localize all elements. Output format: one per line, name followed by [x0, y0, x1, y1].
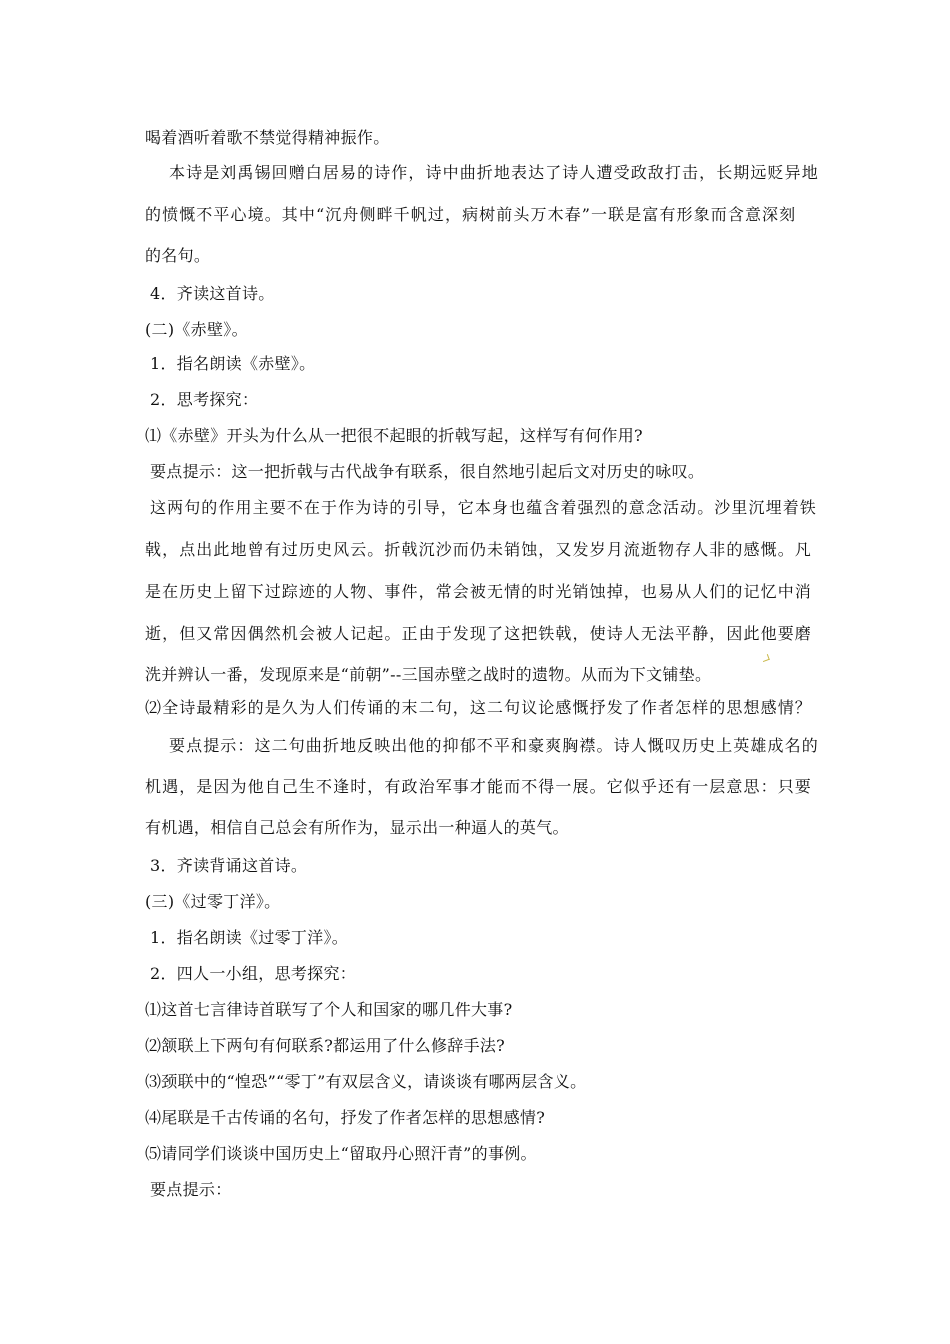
question-line: ⑵全诗最精彩的是久为人们传诵的末二句，这二句议论感慨抒发了作者怎样的思想感情？: [145, 698, 812, 717]
hint-line: 要点提示：这一把折戟与古代战争有联系，很自然地引起后文对历史的咏叹。: [150, 462, 705, 481]
hint-line: 要点提示：这二句曲折地反映出他的抑郁不平和豪爽胸襟。诗人慨叹历史上英雄成名的: [169, 736, 819, 755]
text-line: 这两句的作用主要不在于作为诗的引导，它本身也蕴含着强烈的意念活动。沙里沉埋着铁: [150, 498, 817, 517]
text-line: 的名句。: [145, 246, 211, 265]
text-line: 3．齐读背诵这首诗。: [150, 856, 308, 875]
section-heading: (二)《赤壁》。: [145, 320, 248, 339]
question-line: ⑵颔联上下两句有何联系?都运用了什么修辞手法?: [145, 1036, 506, 1055]
text-line: 有机遇，相信自己总会有所作为，显示出一种逼人的英气。: [145, 818, 569, 837]
section-heading: (三)《过零丁洋》。: [145, 892, 281, 911]
text-line: 2．思考探究：: [150, 390, 259, 409]
question-line: ⑴这首七言律诗首联写了个人和国家的哪几件大事?: [145, 1000, 513, 1019]
text-line: 喝着酒听着歌不禁觉得精神振作。: [145, 128, 390, 147]
text-line: 2．四人一小组，思考探究：: [150, 964, 357, 983]
text-line: 本诗是刘禹锡回赠白居易的诗作，诗中曲折地表达了诗人遭受政敌打击，长期远贬异地: [169, 163, 819, 182]
text-line: 1．指名朗读《过零丁洋》。: [150, 928, 349, 947]
question-line: ⑸请同学们谈谈中国历史上“留取丹心照汗青”的事例。: [145, 1144, 537, 1163]
hint-line: 要点提示：: [150, 1180, 232, 1199]
text-line: 戟，点出此地曾有过历史风云。折戟沉沙而仍未销蚀，又发岁月流逝物存人非的感慨。凡: [145, 540, 812, 559]
question-line: ⑶颈联中的“惶恐”“零丁”有双层含义，请谈谈有哪两层含义。: [145, 1072, 587, 1091]
text-line: 是在历史上留下过踪迹的人物、事件，常会被无情的时光销蚀掉，也易从人们的记忆中消: [145, 582, 812, 601]
question-line: ⑴《赤壁》开头为什么从一把很不起眼的折戟写起，这样写有何作用?: [145, 426, 643, 445]
text-line: 的愤慨不平心境。其中“沉舟侧畔千帆过，病树前头万木春”一联是富有形象而含意深刻: [145, 205, 797, 224]
text-line: 4．齐读这首诗。: [150, 284, 275, 303]
text-line: 洗并辨认一番，发现原来是“前朝”--三国赤壁之战时的遗物。从而为下文铺垫。: [145, 665, 712, 684]
question-line: ⑷尾联是千古传诵的名句，抒发了作者怎样的思想感情?: [145, 1108, 546, 1127]
text-line: 机遇，是因为他自己生不逢时，有政治军事才能而不得一展。它似乎还有一层意思：只要: [145, 777, 812, 796]
text-line: 逝，但又常因偶然机会被人记起。正由于发现了这把铁戟，使诗人无法平静，因此他要磨: [145, 624, 812, 643]
ink-mark: [761, 654, 770, 662]
text-line: 1．指名朗读《赤壁》。: [150, 354, 316, 373]
